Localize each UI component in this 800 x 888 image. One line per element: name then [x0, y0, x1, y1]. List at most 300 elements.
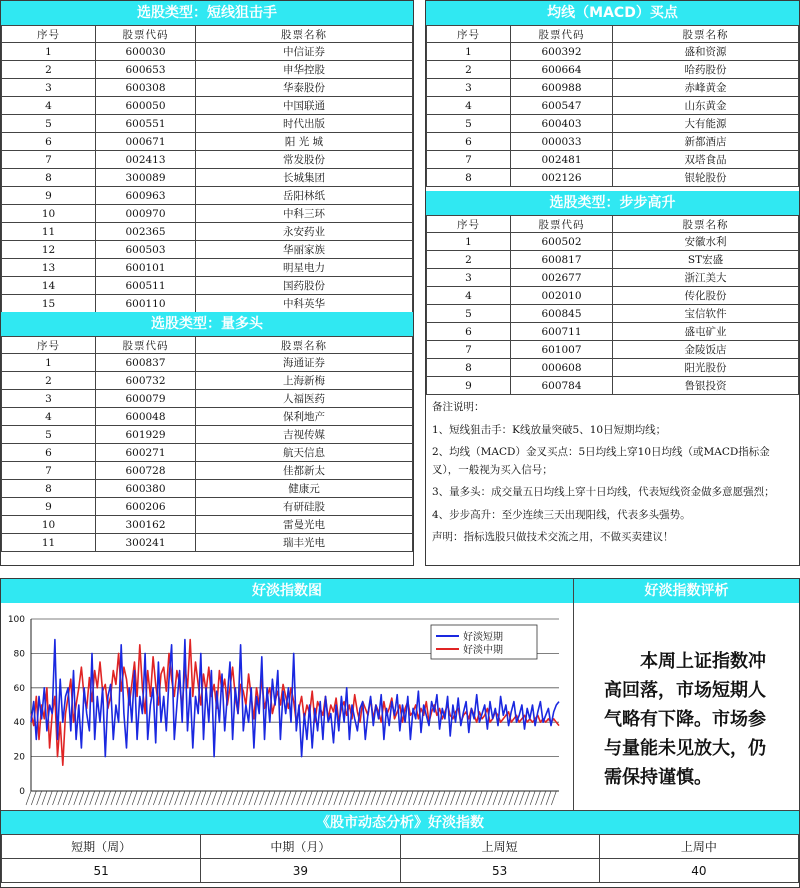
table-row [427, 251, 799, 269]
table-row [427, 61, 799, 79]
x-tick-mark [63, 791, 68, 805]
stock-code: 600845 [511, 305, 613, 323]
stock-name: 保利地产 [196, 408, 413, 426]
stock-code: 600664 [511, 61, 613, 79]
x-tick-mark [535, 791, 540, 805]
stock-name: 人福医药 [196, 390, 413, 408]
stock-code: 300241 [96, 534, 196, 552]
col-header-index: 序号 [427, 26, 511, 43]
x-tick-mark [238, 791, 243, 805]
x-tick-mark [143, 791, 148, 805]
stock-name: 健康元 [196, 480, 413, 498]
notes-title: 备注说明： [432, 401, 485, 413]
volume-bull-title: 选股类型：量多头 [1, 312, 413, 336]
stock-name: 阳 光 城 [196, 133, 413, 151]
table-row [2, 498, 413, 516]
y-tick-label: 20 [13, 752, 25, 763]
col-header-name: 股票名称 [613, 216, 799, 233]
x-tick-mark [514, 791, 519, 805]
summary-header: 上周中 [599, 835, 798, 859]
row-index: 2 [2, 372, 96, 390]
stock-code: 600988 [511, 79, 613, 97]
row-index: 14 [2, 277, 96, 295]
table-row [2, 480, 413, 498]
x-tick-mark [111, 791, 116, 805]
x-tick-mark [456, 791, 461, 805]
row-index: 6 [427, 133, 511, 151]
table-row [2, 372, 413, 390]
table-header [2, 26, 413, 43]
chart-row [1, 579, 799, 810]
table-row [2, 462, 413, 480]
table-row [427, 305, 799, 323]
col-header-name: 股票名称 [613, 26, 799, 43]
row-index: 8 [427, 169, 511, 187]
stock-name: 常发股份 [196, 151, 413, 169]
x-tick-mark [387, 791, 392, 805]
line-chart [1, 603, 573, 809]
stock-name: 金陵饭店 [613, 341, 799, 359]
x-tick-mark [148, 791, 153, 805]
x-tick-mark [281, 791, 286, 805]
comment-title: 好淡指数评析 [574, 579, 799, 603]
row-index: 9 [2, 498, 96, 516]
stock-code: 601007 [511, 341, 613, 359]
x-tick-mark [466, 791, 471, 805]
table-header [2, 337, 413, 354]
x-tick-mark [520, 791, 525, 805]
stock-name: 时代出版 [196, 115, 413, 133]
x-tick-mark [328, 791, 333, 805]
table-row [427, 115, 799, 133]
x-tick-mark [74, 791, 79, 805]
row-index: 2 [427, 61, 511, 79]
table-row [427, 287, 799, 305]
x-tick-mark [408, 791, 413, 805]
stock-code: 002481 [511, 151, 613, 169]
stock-name: 中科英华 [196, 295, 413, 313]
row-index: 5 [427, 305, 511, 323]
notes-section [426, 395, 799, 556]
stock-code: 600547 [511, 97, 613, 115]
x-tick-mark [37, 791, 42, 805]
summary-header: 中期（月） [201, 835, 400, 859]
summary-title: 《股市动态分析》好淡指数 [1, 810, 799, 834]
x-tick-mark [191, 791, 196, 805]
x-tick-mark [169, 791, 174, 805]
stock-code: 600079 [96, 390, 196, 408]
table-row [427, 341, 799, 359]
table-row [2, 354, 413, 372]
row-index: 10 [2, 516, 96, 534]
stock-name: 上海新梅 [196, 372, 413, 390]
x-tick-mark [498, 791, 503, 805]
x-tick-mark [546, 791, 551, 805]
col-header-code: 股票代码 [511, 26, 613, 43]
row-index: 4 [427, 97, 511, 115]
x-tick-mark [116, 791, 121, 805]
table-row [2, 133, 413, 151]
row-index: 7 [427, 341, 511, 359]
x-tick-mark [440, 791, 445, 805]
x-tick-mark [127, 791, 132, 805]
left-stock-panel [0, 0, 414, 566]
table-row [2, 43, 413, 61]
x-tick-mark [525, 791, 530, 805]
row-index: 4 [427, 287, 511, 305]
table-row [2, 205, 413, 223]
stock-name: 永安药业 [196, 223, 413, 241]
stock-name: 双塔食品 [613, 151, 799, 169]
stock-name: 华丽家族 [196, 241, 413, 259]
stock-code: 002413 [96, 151, 196, 169]
x-tick-mark [392, 791, 397, 805]
step-up-rows [427, 233, 799, 395]
legend-label: 好淡中期 [463, 645, 503, 656]
table-row [2, 259, 413, 277]
stock-code: 600030 [96, 43, 196, 61]
summary-value: 39 [201, 859, 400, 883]
stock-code: 000033 [511, 133, 613, 151]
x-tick-mark [259, 791, 264, 805]
x-tick-mark [307, 791, 312, 805]
row-index: 4 [2, 97, 96, 115]
comment-box [574, 579, 799, 810]
row-index: 3 [427, 269, 511, 287]
x-tick-mark [217, 791, 222, 805]
row-index: 1 [427, 233, 511, 251]
table-row [427, 377, 799, 395]
col-header-name: 股票名称 [196, 337, 413, 354]
x-tick-mark [488, 791, 493, 805]
x-tick-mark [180, 791, 185, 805]
y-tick-label: 0 [19, 787, 25, 797]
stock-code: 600732 [96, 372, 196, 390]
stock-code: 002677 [511, 269, 613, 287]
stock-name: 银轮股份 [613, 169, 799, 187]
stock-code: 002010 [511, 287, 613, 305]
x-tick-mark [451, 791, 456, 805]
table-row [427, 169, 799, 187]
x-tick-mark [275, 791, 280, 805]
stock-code: 600963 [96, 187, 196, 205]
x-tick-mark [90, 791, 95, 805]
y-tick-label: 40 [13, 718, 25, 729]
stock-code: 300089 [96, 169, 196, 187]
row-index: 6 [427, 323, 511, 341]
x-tick-mark [318, 791, 323, 805]
row-index: 1 [427, 43, 511, 61]
table-row [2, 408, 413, 426]
x-tick-mark [429, 791, 434, 805]
table-row [2, 187, 413, 205]
stock-name: 新都酒店 [613, 133, 799, 151]
stock-code: 600784 [511, 377, 613, 395]
table-row [427, 323, 799, 341]
x-tick-mark [551, 791, 556, 805]
x-tick-mark [270, 791, 275, 805]
row-index: 13 [2, 259, 96, 277]
x-tick-mark [477, 791, 482, 805]
table-row [2, 426, 413, 444]
stock-code: 300162 [96, 516, 196, 534]
macd-table [426, 25, 799, 187]
stock-code: 000671 [96, 133, 196, 151]
note-item: 1、短线狙击手：K线放量突破5、10日短期均线； [432, 423, 667, 436]
stock-name: 雷曼光电 [196, 516, 413, 534]
right-stock-panel [425, 0, 800, 566]
stock-code: 002126 [511, 169, 613, 187]
note-item: 3、量多头：成交量五日均线上穿十日均线，代表短线资金做多意愿强烈； [432, 486, 775, 498]
stock-code: 600110 [96, 295, 196, 313]
x-tick-mark [403, 791, 408, 805]
stock-name: 安徽水利 [613, 233, 799, 251]
table-row [2, 534, 413, 552]
stock-code: 600392 [511, 43, 613, 61]
col-header-index: 序号 [2, 337, 96, 354]
x-tick-mark [153, 791, 158, 805]
y-tick-label: 60 [13, 683, 25, 694]
row-index: 10 [2, 205, 96, 223]
x-tick-mark [472, 791, 477, 805]
stock-name: 盛和资源 [613, 43, 799, 61]
stock-code: 600048 [96, 408, 196, 426]
x-tick-mark [376, 791, 381, 805]
stock-code: 600308 [96, 79, 196, 97]
stock-name: 浙江美大 [613, 269, 799, 287]
stock-code: 600101 [96, 259, 196, 277]
note-item: 2、均线（MACD）金叉买点：5日均线上穿10日均线（或MACD指标金叉），一般视为买入信号； [432, 446, 770, 476]
stock-name: 航天信息 [196, 444, 413, 462]
stock-code: 600711 [511, 323, 613, 341]
x-tick-mark [249, 791, 254, 805]
stock-name: 明星电力 [196, 259, 413, 277]
x-tick-mark [212, 791, 217, 805]
macd-rows [427, 43, 799, 187]
legend-label: 好淡短期 [463, 632, 503, 643]
x-tick-mark [413, 791, 418, 805]
x-tick-mark [355, 791, 360, 805]
row-index: 6 [2, 133, 96, 151]
x-tick-mark [350, 791, 355, 805]
col-header-index: 序号 [2, 26, 96, 43]
comment-text: 本周上证指数冲高回落，市场短期人气略有下降。市场参与量能未见放大，仍需保持谨慎。 [604, 651, 766, 788]
summary-value: 40 [599, 859, 798, 883]
x-tick-mark [79, 791, 84, 805]
x-tick-mark [31, 791, 36, 805]
stock-name: 申华控股 [196, 61, 413, 79]
stock-name: 佳都新太 [196, 462, 413, 480]
x-tick-mark [344, 791, 349, 805]
stock-name: 中科三环 [196, 205, 413, 223]
table-row [2, 444, 413, 462]
x-tick-mark [244, 791, 249, 805]
short-attack-rows [2, 43, 413, 313]
stock-code: 002365 [96, 223, 196, 241]
summary-header-row [2, 835, 799, 859]
stock-name: 传化股份 [613, 287, 799, 305]
row-index: 7 [2, 462, 96, 480]
x-tick-mark [297, 791, 302, 805]
stock-name: 中国联通 [196, 97, 413, 115]
stock-name: 大有能源 [613, 115, 799, 133]
row-index: 11 [2, 223, 96, 241]
volume-bull-rows [2, 354, 413, 552]
x-tick-mark [100, 791, 105, 805]
table-row [2, 277, 413, 295]
x-tick-mark [137, 791, 142, 805]
x-tick-mark [26, 791, 31, 805]
table-row [427, 79, 799, 97]
x-tick-mark [504, 791, 509, 805]
x-tick-mark [291, 791, 296, 805]
x-tick-mark [201, 791, 206, 805]
x-tick-mark [233, 791, 238, 805]
summary-value-row [2, 859, 799, 883]
stock-code: 600050 [96, 97, 196, 115]
row-index: 7 [427, 151, 511, 169]
x-tick-mark [132, 791, 137, 805]
table-row [2, 97, 413, 115]
chart-title: 好淡指数图 [1, 579, 573, 603]
macd-title: 均线（MACD）买点 [426, 1, 799, 25]
col-header-code: 股票代码 [96, 337, 196, 354]
stock-code: 000970 [96, 205, 196, 223]
x-tick-mark [58, 791, 63, 805]
volume-bull-table [1, 336, 413, 552]
row-index: 3 [2, 390, 96, 408]
y-tick-label: 80 [13, 649, 25, 660]
row-index: 8 [2, 480, 96, 498]
x-tick-mark [106, 791, 111, 805]
index-panel [0, 578, 800, 888]
table-row [2, 61, 413, 79]
stock-name: 岳阳林纸 [196, 187, 413, 205]
table-row [2, 390, 413, 408]
stock-name: 盛屯矿业 [613, 323, 799, 341]
x-tick-mark [360, 791, 365, 805]
x-tick-mark [122, 791, 127, 805]
table-row [2, 79, 413, 97]
x-tick-mark [175, 791, 180, 805]
row-index: 7 [2, 151, 96, 169]
row-index: 8 [2, 169, 96, 187]
stock-name: 国药股份 [196, 277, 413, 295]
stock-name: 赤峰黄金 [613, 79, 799, 97]
x-tick-mark [84, 791, 89, 805]
short-attack-table [1, 25, 413, 313]
x-tick-mark [222, 791, 227, 805]
stock-code: 600551 [96, 115, 196, 133]
table-row [2, 151, 413, 169]
row-index: 2 [427, 251, 511, 269]
x-tick-mark [302, 791, 307, 805]
table-row [427, 359, 799, 377]
stock-code: 600503 [96, 241, 196, 259]
col-header-code: 股票代码 [511, 216, 613, 233]
table-row [2, 223, 413, 241]
x-tick-mark [445, 791, 450, 805]
x-tick-mark [68, 791, 73, 805]
x-tick-mark [366, 791, 371, 805]
stock-code: 600206 [96, 498, 196, 516]
note-item: 4、步步高升：至少连续三天出现阳线，代表多头强势。 [432, 508, 691, 521]
stock-name: 长城集团 [196, 169, 413, 187]
row-index: 2 [2, 61, 96, 79]
x-tick-mark [185, 791, 190, 805]
table-row [427, 43, 799, 61]
x-tick-mark [435, 791, 440, 805]
step-up-table [426, 215, 799, 395]
row-index: 6 [2, 444, 96, 462]
x-tick-mark [159, 791, 164, 805]
stock-name: ST宏盛 [613, 251, 799, 269]
x-tick-mark [419, 791, 424, 805]
table-header [427, 216, 799, 233]
x-tick-mark [53, 791, 58, 805]
table-row [2, 516, 413, 534]
stock-name: 有研硅股 [196, 498, 413, 516]
table-row [2, 115, 413, 133]
stock-name: 瑞丰光电 [196, 534, 413, 552]
x-tick-mark [196, 791, 201, 805]
summary-table [1, 834, 799, 883]
x-tick-mark [47, 791, 52, 805]
x-tick-mark [493, 791, 498, 805]
row-index: 5 [2, 426, 96, 444]
table-row [2, 241, 413, 259]
x-tick-mark [509, 791, 514, 805]
x-tick-mark [323, 791, 328, 805]
row-index: 12 [2, 241, 96, 259]
x-tick-mark [530, 791, 535, 805]
summary-value: 51 [2, 859, 201, 883]
stock-code: 000608 [511, 359, 613, 377]
col-header-index: 序号 [427, 216, 511, 233]
x-tick-mark [228, 791, 233, 805]
x-tick-mark [424, 791, 429, 805]
stock-name: 阳光股份 [613, 359, 799, 377]
x-tick-mark [541, 791, 546, 805]
stock-code: 600271 [96, 444, 196, 462]
stock-code: 601929 [96, 426, 196, 444]
row-index: 4 [2, 408, 96, 426]
summary-header: 短期（周） [2, 835, 201, 859]
row-index: 5 [427, 115, 511, 133]
stock-code: 600728 [96, 462, 196, 480]
col-header-name: 股票名称 [196, 26, 413, 43]
row-index: 11 [2, 534, 96, 552]
x-tick-mark [206, 791, 211, 805]
short-attack-title: 选股类型：短线狙击手 [1, 1, 413, 25]
stock-name: 山东黄金 [613, 97, 799, 115]
table-row [427, 233, 799, 251]
summary-value: 53 [400, 859, 599, 883]
x-tick-mark [461, 791, 466, 805]
summary-header: 上周短 [400, 835, 599, 859]
x-tick-mark [42, 791, 47, 805]
x-tick-mark [286, 791, 291, 805]
stock-name: 中信证券 [196, 43, 413, 61]
chart-box [1, 579, 574, 810]
col-header-code: 股票代码 [96, 26, 196, 43]
x-tick-mark [397, 791, 402, 805]
disclaimer: 声明：指标选股只做技术交流之用，不做买卖建议！ [432, 531, 674, 543]
table-row [427, 97, 799, 115]
table-row [427, 269, 799, 287]
stock-name: 吉视传媒 [196, 426, 413, 444]
row-index: 15 [2, 295, 96, 313]
